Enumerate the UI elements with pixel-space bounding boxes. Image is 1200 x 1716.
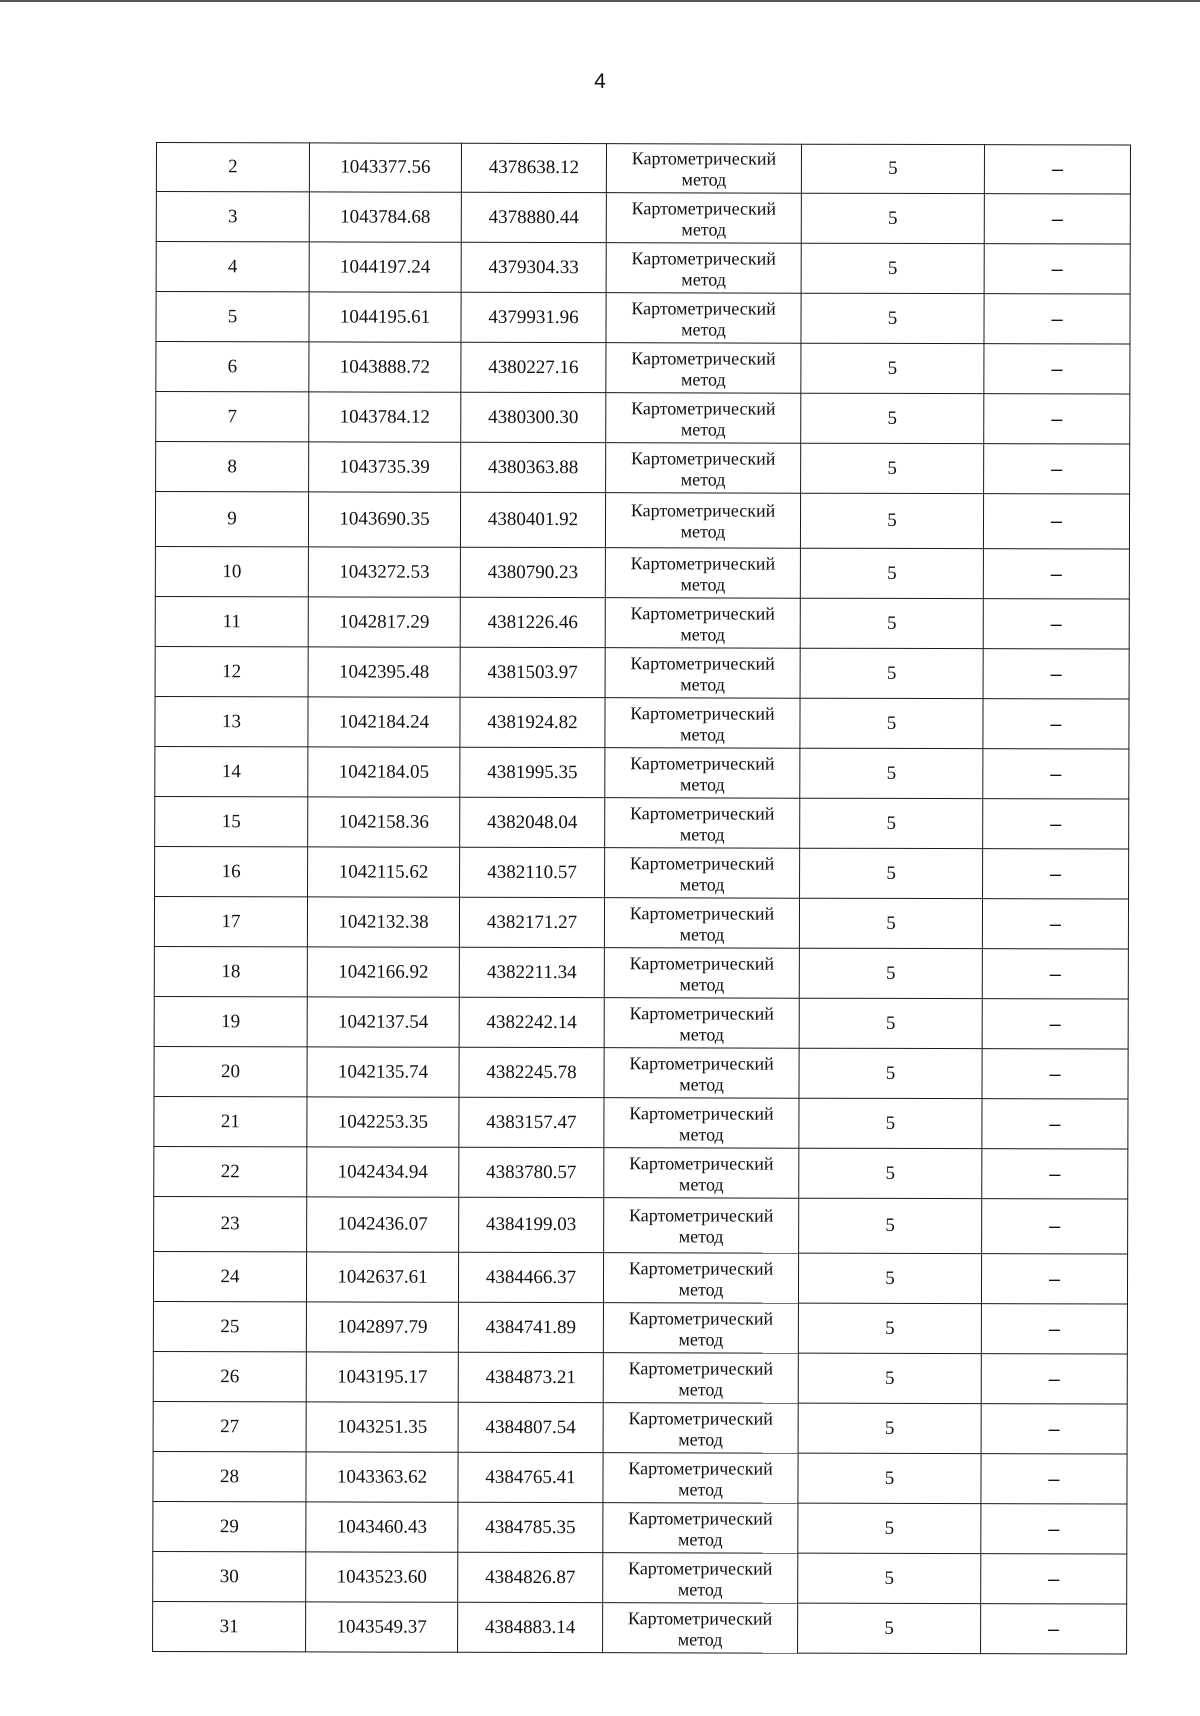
note-cell: – <box>984 294 1130 344</box>
precision-cell: 5 <box>799 948 982 998</box>
method-line-1: Картометрический <box>628 1407 773 1429</box>
precision-cell: 5 <box>798 1553 981 1603</box>
method-line-2: метод <box>680 468 726 489</box>
y-coordinate-cell: 4382171.27 <box>459 897 604 947</box>
page-top-edge <box>0 0 1200 2</box>
x-coordinate-cell: 1042436.07 <box>307 1197 459 1252</box>
method-line-1: Картометрический <box>631 397 776 419</box>
table-row <box>155 646 1129 699</box>
point-number-cell: 28 <box>153 1451 306 1501</box>
method-cell <box>603 1303 798 1354</box>
point-number-cell: 5 <box>156 292 309 342</box>
x-coordinate-cell: 1042115.62 <box>308 847 460 897</box>
y-coordinate-cell: 4380363.88 <box>461 442 606 492</box>
method-cell <box>605 698 800 749</box>
y-coordinate-cell: 4380300.30 <box>461 392 606 442</box>
coordinates-table <box>152 142 1131 1655</box>
precision-cell: 5 <box>801 393 984 443</box>
method-line-2: метод <box>679 823 725 844</box>
point-number-cell: 22 <box>154 1146 307 1196</box>
point-number-cell: 11 <box>155 596 308 646</box>
method-line-1: Картометрический <box>627 1607 773 1629</box>
note-cell: – <box>982 1199 1128 1254</box>
precision-cell: 5 <box>799 898 982 948</box>
precision-cell: 5 <box>800 548 983 598</box>
method-line-1: Картометрический <box>628 1357 774 1379</box>
y-coordinate-cell: 4384807.54 <box>458 1402 603 1452</box>
method-cell <box>605 598 800 649</box>
note-cell: – <box>983 599 1129 649</box>
note-cell: – <box>982 949 1128 999</box>
precision-cell: 5 <box>799 1048 982 1098</box>
x-coordinate-cell: 1042434.94 <box>307 1147 459 1197</box>
x-coordinate-cell: 1043251.35 <box>306 1402 458 1452</box>
point-number-cell: 23 <box>154 1196 307 1251</box>
method-line-1: Картометрический <box>630 602 775 624</box>
method-line-2: метод <box>679 1123 724 1144</box>
table-row <box>156 442 1130 495</box>
x-coordinate-cell: 1043460.43 <box>306 1502 458 1552</box>
point-number-cell: 30 <box>153 1551 306 1601</box>
point-number-cell: 6 <box>156 342 309 392</box>
point-number-cell: 8 <box>156 442 309 492</box>
table-row <box>153 1351 1127 1404</box>
point-number-cell: 27 <box>153 1401 306 1451</box>
method-line-1: Картометрический <box>630 802 775 824</box>
point-number-cell: 18 <box>154 946 307 996</box>
precision-cell: 5 <box>801 193 984 243</box>
method-cell <box>604 1148 799 1199</box>
note-cell: – <box>982 1149 1128 1199</box>
method-cell <box>605 748 800 799</box>
method-line-2: метод <box>677 1578 723 1599</box>
y-coordinate-cell: 4384466.37 <box>458 1252 603 1302</box>
method-line-2: метод <box>677 1528 723 1549</box>
method-line-2: метод <box>680 623 726 644</box>
method-line-1: Картометрический <box>629 1152 774 1174</box>
method-cell <box>603 1453 798 1504</box>
method-cell <box>606 343 801 394</box>
note-cell: – <box>983 549 1129 599</box>
table-row <box>156 143 1130 195</box>
method-line-2: метод <box>678 1328 724 1349</box>
precision-cell: 5 <box>798 1403 981 1453</box>
page-number: 4 <box>594 70 606 93</box>
precision-cell: 5 <box>798 1303 981 1353</box>
note-cell: – <box>984 344 1130 394</box>
y-coordinate-cell: 4382242.14 <box>459 997 604 1047</box>
x-coordinate-cell: 1043195.17 <box>306 1352 458 1402</box>
note-cell: – <box>981 1304 1127 1354</box>
precision-cell: 5 <box>798 1353 981 1403</box>
note-cell: – <box>981 1404 1127 1454</box>
method-cell <box>605 798 800 849</box>
x-coordinate-cell: 1042137.54 <box>307 997 459 1047</box>
precision-cell: 5 <box>799 1098 982 1148</box>
note-cell: – <box>983 799 1129 849</box>
table-row <box>155 596 1129 649</box>
table-row <box>153 1251 1127 1304</box>
method-cell <box>603 1403 798 1454</box>
y-coordinate-cell: 4384873.21 <box>458 1352 603 1402</box>
precision-cell: 5 <box>801 343 984 393</box>
method-cell <box>606 443 801 494</box>
note-cell: – <box>983 699 1129 749</box>
method-line-2: метод <box>679 1073 724 1094</box>
note-cell: – <box>981 1554 1127 1604</box>
method-cell <box>606 293 801 344</box>
method-line-2: метод <box>681 169 727 190</box>
x-coordinate-cell: 1042897.79 <box>306 1302 458 1352</box>
method-line-1: Картометрический <box>628 1257 774 1279</box>
table-row <box>155 492 1129 550</box>
table-row <box>155 846 1129 899</box>
method-line-2: метод <box>681 268 726 289</box>
method-line-2: метод <box>681 318 726 339</box>
precision-cell: 5 <box>800 493 983 548</box>
table-row <box>154 896 1128 949</box>
method-line-1: Картометрический <box>631 347 776 369</box>
precision-cell: 5 <box>800 648 983 698</box>
note-cell: – <box>984 145 1130 194</box>
y-coordinate-cell: 4381503.97 <box>460 647 605 697</box>
method-line-2: метод <box>678 1378 724 1399</box>
x-coordinate-cell: 1043888.72 <box>309 342 461 392</box>
method-line-2: метод <box>678 1226 724 1247</box>
point-number-cell: 3 <box>156 192 309 242</box>
table-row <box>155 696 1129 749</box>
method-line-1: Картометрический <box>629 852 775 874</box>
method-cell <box>604 1198 799 1254</box>
point-number-cell: 14 <box>155 746 308 796</box>
y-coordinate-cell: 4382211.34 <box>459 947 604 997</box>
method-line-2: метод <box>678 1173 724 1194</box>
precision-cell: 5 <box>801 144 984 193</box>
table-row <box>153 1451 1127 1504</box>
note-cell: – <box>982 899 1128 949</box>
method-cell <box>604 1048 799 1099</box>
table-row <box>153 1401 1127 1454</box>
note-cell: – <box>984 244 1130 294</box>
y-coordinate-cell: 4382110.57 <box>460 847 605 897</box>
x-coordinate-cell: 1042158.36 <box>308 797 460 847</box>
method-line-1: Картометрический <box>628 1205 774 1226</box>
table-body <box>153 143 1131 1655</box>
note-cell: – <box>983 849 1129 899</box>
method-line-1: Картометрический <box>631 197 777 219</box>
y-coordinate-cell: 4381995.35 <box>460 747 605 797</box>
table-row <box>154 1196 1128 1254</box>
y-coordinate-cell: 4379931.96 <box>461 292 606 342</box>
y-coordinate-cell: 4384741.89 <box>458 1302 603 1352</box>
point-number-cell: 21 <box>154 1096 307 1146</box>
x-coordinate-cell: 1043735.39 <box>309 442 461 492</box>
point-number-cell: 2 <box>156 143 309 192</box>
point-number-cell: 12 <box>155 646 308 696</box>
precision-cell: 5 <box>799 998 982 1048</box>
table-row <box>156 342 1130 395</box>
method-line-2: метод <box>680 418 726 439</box>
y-coordinate-cell: 4381226.46 <box>460 597 605 647</box>
method-cell <box>604 998 799 1049</box>
y-coordinate-cell: 4378880.44 <box>461 192 606 242</box>
method-line-2: метод <box>679 773 725 794</box>
method-cell <box>606 144 801 194</box>
y-coordinate-cell: 4380401.92 <box>460 492 605 547</box>
method-line-1: Картометрический <box>630 702 775 724</box>
table-row <box>154 1046 1128 1099</box>
note-cell: – <box>982 1049 1128 1099</box>
y-coordinate-cell: 4382245.78 <box>459 1047 604 1097</box>
method-line-1: Картометрический <box>630 500 776 521</box>
y-coordinate-cell: 4384785.35 <box>458 1502 603 1552</box>
precision-cell: 5 <box>800 848 983 898</box>
x-coordinate-cell: 1042184.05 <box>308 747 460 797</box>
method-line-1: Картометрический <box>629 1052 774 1074</box>
precision-cell: 5 <box>800 798 983 848</box>
method-line-1: Картометрический <box>629 1102 774 1124</box>
precision-cell: 5 <box>800 598 983 648</box>
method-line-2: метод <box>681 368 726 389</box>
point-number-cell: 19 <box>154 996 307 1046</box>
x-coordinate-cell: 1042395.48 <box>308 647 460 697</box>
point-number-cell: 25 <box>153 1301 306 1351</box>
table-row <box>156 192 1130 245</box>
point-number-cell: 31 <box>153 1601 306 1651</box>
method-cell <box>603 1603 798 1654</box>
table-row <box>154 996 1128 1049</box>
method-line-1: Картометрический <box>628 1557 773 1579</box>
x-coordinate-cell: 1043690.35 <box>308 492 460 547</box>
point-number-cell: 20 <box>154 1046 307 1096</box>
note-cell: – <box>984 394 1130 444</box>
method-line-2: метод <box>679 1023 725 1044</box>
table-row <box>155 746 1129 799</box>
method-line-1: Картометрический <box>631 247 776 269</box>
method-line-1: Картометрический <box>630 447 776 469</box>
method-line-2: метод <box>680 521 726 542</box>
method-line-1: Картометрический <box>628 1307 774 1329</box>
y-coordinate-cell: 4380227.16 <box>461 342 606 392</box>
point-number-cell: 13 <box>155 696 308 746</box>
x-coordinate-cell: 1044195.61 <box>309 292 461 342</box>
method-cell <box>603 1353 798 1404</box>
note-cell: – <box>984 444 1130 494</box>
note-cell: – <box>981 1254 1127 1304</box>
point-number-cell: 26 <box>153 1351 306 1401</box>
method-line-1: Картометрический <box>631 297 776 319</box>
note-cell: – <box>982 1099 1128 1149</box>
note-cell: – <box>981 1604 1127 1654</box>
table-row <box>154 946 1128 999</box>
x-coordinate-cell: 1043549.37 <box>306 1602 458 1652</box>
y-coordinate-cell: 4384826.87 <box>458 1552 603 1602</box>
table-row <box>156 392 1130 445</box>
precision-cell: 5 <box>799 1198 982 1253</box>
method-cell <box>606 393 801 444</box>
x-coordinate-cell: 1042166.92 <box>307 947 459 997</box>
method-line-1: Картометрический <box>629 902 775 924</box>
note-cell: – <box>984 194 1130 244</box>
point-number-cell: 29 <box>153 1501 306 1551</box>
table-row <box>155 546 1129 599</box>
method-line-2: метод <box>680 723 725 744</box>
x-coordinate-cell: 1043784.12 <box>309 392 461 442</box>
point-number-cell: 24 <box>153 1251 306 1301</box>
x-coordinate-cell: 1042135.74 <box>307 1047 459 1097</box>
point-number-cell: 17 <box>154 896 307 946</box>
method-line-1: Картометрический <box>629 952 775 974</box>
method-line-1: Картометрический <box>630 552 776 574</box>
y-coordinate-cell: 4384765.41 <box>458 1452 603 1502</box>
precision-cell: 5 <box>800 748 983 798</box>
method-line-1: Картометрический <box>629 1002 774 1024</box>
y-coordinate-cell: 4381924.82 <box>460 697 605 747</box>
precision-cell: 5 <box>798 1453 981 1503</box>
y-coordinate-cell: 4383780.57 <box>459 1147 604 1197</box>
note-cell: – <box>981 1504 1127 1554</box>
point-number-cell: 16 <box>155 846 308 896</box>
method-line-2: метод <box>679 923 725 944</box>
x-coordinate-cell: 1044197.24 <box>309 242 461 292</box>
table-row <box>156 242 1130 295</box>
precision-cell: 5 <box>798 1253 981 1303</box>
x-coordinate-cell: 1042637.61 <box>306 1252 458 1302</box>
precision-cell: 5 <box>798 1603 981 1653</box>
method-cell <box>605 548 800 599</box>
point-number-cell: 9 <box>155 492 308 547</box>
method-cell <box>604 948 799 999</box>
method-cell <box>603 1253 798 1304</box>
y-coordinate-cell: 4384199.03 <box>459 1197 604 1252</box>
note-cell: – <box>983 649 1129 699</box>
y-coordinate-cell: 4383157.47 <box>459 1097 604 1147</box>
method-line-1: Картометрический <box>630 752 775 774</box>
method-cell <box>604 898 799 949</box>
method-line-1: Картометрический <box>630 652 775 674</box>
y-coordinate-cell: 4379304.33 <box>461 242 606 292</box>
method-line-2: метод <box>678 1478 723 1499</box>
method-line-2: метод <box>678 1428 723 1449</box>
x-coordinate-cell: 1043523.60 <box>306 1552 458 1602</box>
point-number-cell: 10 <box>155 546 308 596</box>
method-cell <box>605 648 800 699</box>
method-cell <box>603 1503 798 1554</box>
method-line-1: Картометрический <box>631 148 777 169</box>
method-line-2: метод <box>677 1628 723 1649</box>
precision-cell: 5 <box>800 698 983 748</box>
table-row <box>153 1551 1127 1604</box>
y-coordinate-cell: 4378638.12 <box>461 143 606 192</box>
x-coordinate-cell: 1042253.35 <box>307 1097 459 1147</box>
method-line-1: Картометрический <box>628 1457 773 1479</box>
note-cell: – <box>983 494 1129 549</box>
method-line-2: метод <box>679 873 725 894</box>
y-coordinate-cell: 4384883.14 <box>458 1602 603 1652</box>
method-line-2: метод <box>678 1278 724 1299</box>
method-line-2: метод <box>680 673 725 694</box>
x-coordinate-cell: 1042817.29 <box>308 597 460 647</box>
point-number-cell: 15 <box>155 796 308 846</box>
x-coordinate-cell: 1042132.38 <box>307 897 459 947</box>
method-cell <box>605 848 800 899</box>
method-cell <box>606 193 801 244</box>
method-cell <box>603 1553 798 1604</box>
x-coordinate-cell: 1042184.24 <box>308 697 460 747</box>
precision-cell: 5 <box>801 443 984 493</box>
method-line-2: метод <box>681 218 727 239</box>
method-line-2: метод <box>680 573 726 594</box>
y-coordinate-cell: 4380790.23 <box>460 547 605 597</box>
x-coordinate-cell: 1043377.56 <box>309 143 461 192</box>
note-cell: – <box>981 1454 1127 1504</box>
x-coordinate-cell: 1043363.62 <box>306 1452 458 1502</box>
precision-cell: 5 <box>798 1503 981 1553</box>
note-cell: – <box>983 749 1129 799</box>
method-cell <box>604 1098 799 1149</box>
table-row <box>155 796 1129 849</box>
y-coordinate-cell: 4382048.04 <box>460 797 605 847</box>
method-cell <box>605 493 800 549</box>
table-row <box>153 1601 1127 1654</box>
precision-cell: 5 <box>799 1148 982 1198</box>
x-coordinate-cell: 1043272.53 <box>308 547 460 597</box>
table-row <box>154 1096 1128 1149</box>
method-line-2: метод <box>679 973 725 994</box>
precision-cell: 5 <box>801 293 984 343</box>
precision-cell: 5 <box>801 243 984 293</box>
x-coordinate-cell: 1043784.68 <box>309 192 461 242</box>
point-number-cell: 7 <box>156 392 309 442</box>
note-cell: – <box>981 1354 1127 1404</box>
note-cell: – <box>982 999 1128 1049</box>
method-cell <box>606 243 801 294</box>
method-line-1: Картометрический <box>628 1507 773 1529</box>
table-row <box>153 1501 1127 1554</box>
point-number-cell: 4 <box>156 242 309 292</box>
table-row <box>153 1301 1127 1354</box>
table-row <box>156 292 1130 345</box>
table-row <box>154 1146 1128 1199</box>
